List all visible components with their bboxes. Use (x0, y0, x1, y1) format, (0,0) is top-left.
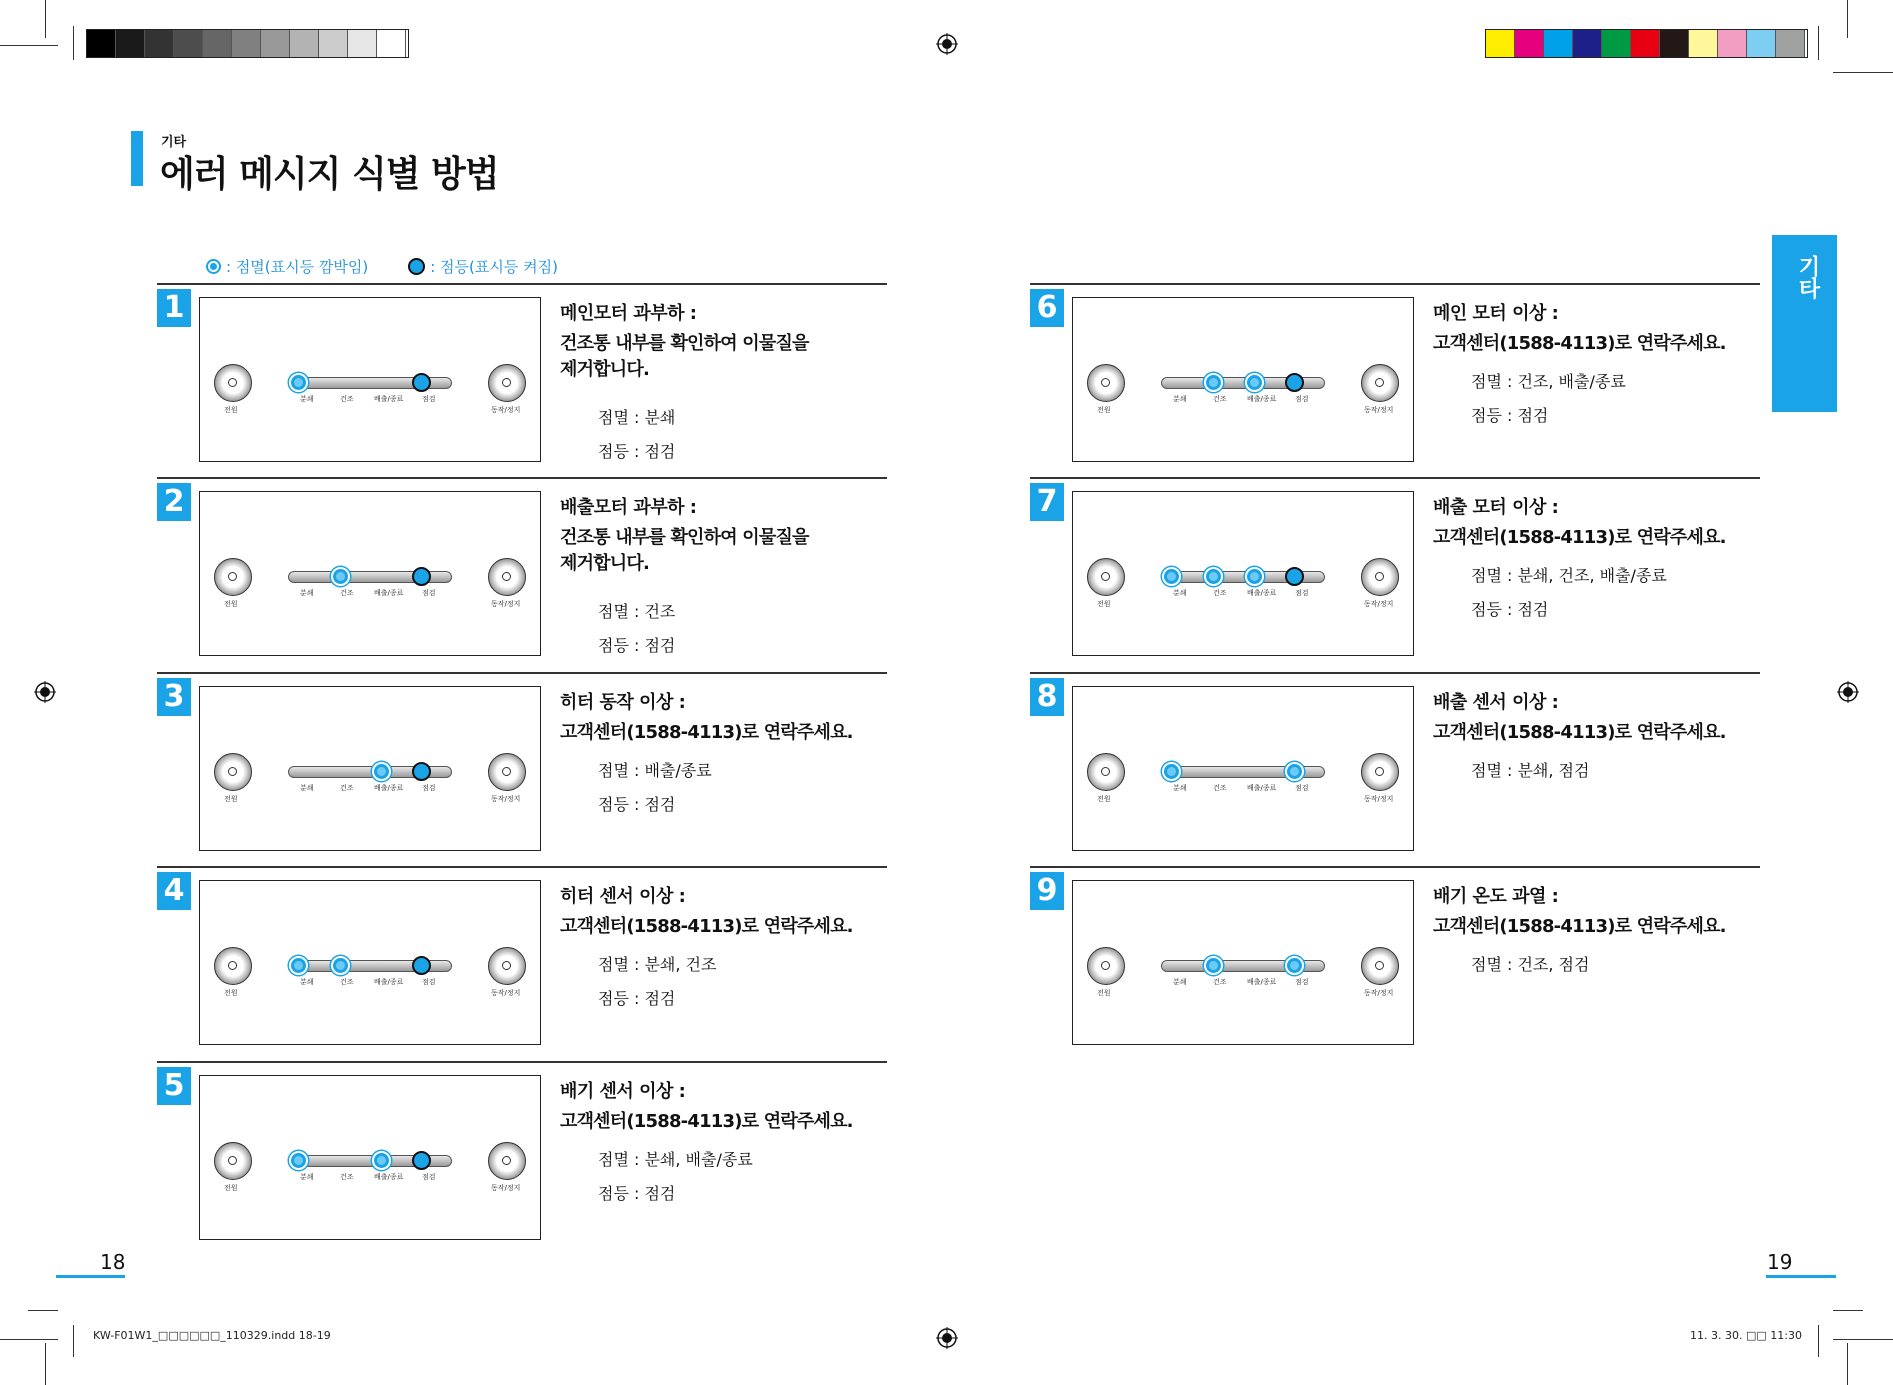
error-section (1030, 672, 1760, 860)
crop-mark (1818, 26, 1819, 60)
blink-status: 점멸 : 분쇄 (598, 408, 676, 427)
indicator-led-4 (1285, 956, 1304, 975)
crop-mark (45, 0, 46, 38)
on-status: 점등 : 점검 (598, 442, 676, 461)
blink-status: 점멸 : 분쇄, 배출/종료 (598, 1150, 753, 1169)
section-number: 9 (1030, 872, 1064, 910)
indicator-label: 배출/종료 (374, 784, 404, 792)
error-title: 메인모터 과부하 : (560, 303, 697, 324)
power-button-icon (1087, 558, 1125, 596)
on-status: 점등 : 점검 (598, 1184, 676, 1203)
indicator-led-2 (331, 956, 350, 975)
indicator-label: 건조 (340, 589, 354, 597)
error-section (1030, 866, 1760, 1054)
section-rule (157, 283, 887, 285)
registration-mark-icon (936, 1327, 958, 1349)
indicator-label: 점검 (1295, 784, 1309, 792)
error-title: 배기 온도 과열 : (1433, 886, 1559, 907)
indicator-label: 분쇄 (1173, 784, 1187, 792)
section-rule (1030, 477, 1760, 479)
power-label: 전원 (224, 989, 238, 997)
indicator-label: 점검 (1295, 978, 1309, 986)
error-title: 배출모터 과부하 : (560, 497, 697, 518)
power-label: 전원 (1097, 989, 1111, 997)
side-tab-label: 기타 (1795, 255, 1820, 299)
error-title: 메인 모터 이상 : (1433, 303, 1559, 324)
section-rule (1030, 672, 1760, 674)
indicator-label: 분쇄 (1173, 395, 1187, 403)
blink-status: 점멸 : 건조, 점검 (1471, 955, 1590, 974)
indicator-label: 배출/종료 (1247, 978, 1277, 986)
on-status: 점등 : 점검 (598, 636, 676, 655)
power-button-icon (214, 558, 252, 596)
indicator-led-4 (412, 956, 431, 975)
section-number: 7 (1030, 483, 1064, 521)
indicator-label: 건조 (1213, 395, 1227, 403)
indicator-label: 점검 (422, 395, 436, 403)
error-action: 건조통 내부를 확인하여 이물질을 제거합니다. (560, 333, 809, 380)
indicator-label: 배출/종료 (374, 1173, 404, 1181)
indicator-label: 건조 (340, 784, 354, 792)
control-panel-illustration (1072, 491, 1414, 656)
indicator-label: 점검 (422, 978, 436, 986)
error-action: 고객센터(1588-4113)로 연락주세요. (560, 1111, 853, 1132)
error-title: 히터 동작 이상 : (560, 692, 686, 713)
indicator-label: 배출/종료 (374, 978, 404, 986)
indicator-led-4 (1285, 567, 1304, 586)
indicator-label: 분쇄 (1173, 589, 1187, 597)
registration-mark-icon (1837, 681, 1859, 703)
indicator-led-4 (412, 762, 431, 781)
start-stop-label: 동작/정지 (491, 600, 521, 608)
registration-mark-icon (34, 681, 56, 703)
indicator-led-1 (289, 373, 308, 392)
indicator-label: 건조 (340, 978, 354, 986)
error-action: 고객센터(1588-4113)로 연락주세요. (1433, 333, 1726, 354)
start-stop-label: 동작/정지 (491, 1184, 521, 1192)
control-panel-illustration (199, 297, 541, 462)
indicator-label: 배출/종료 (1247, 395, 1277, 403)
section-number: 2 (157, 483, 191, 521)
indicator-label: 건조 (340, 1173, 354, 1181)
start-stop-label: 동작/정지 (1364, 795, 1394, 803)
legend-on-label: : 점등(표시등 켜짐) (430, 258, 558, 276)
crop-mark (0, 1339, 58, 1340)
indicator-led-2 (1204, 956, 1223, 975)
power-label: 전원 (1097, 795, 1111, 803)
start-stop-button-icon (1361, 753, 1399, 791)
indicator-label: 점검 (422, 784, 436, 792)
indicator-led-4 (412, 373, 431, 392)
error-title: 배출 모터 이상 : (1433, 497, 1559, 518)
crop-mark (45, 1343, 46, 1385)
crop-mark (0, 45, 58, 46)
indicator-label: 건조 (340, 395, 354, 403)
indicator-label: 점검 (1295, 589, 1309, 597)
blink-status: 점멸 : 배출/종료 (598, 761, 712, 780)
start-stop-label: 동작/정지 (491, 406, 521, 414)
power-label: 전원 (224, 1184, 238, 1192)
start-stop-button-icon (488, 558, 526, 596)
crop-mark (1833, 1339, 1893, 1340)
indicator-led-4 (1285, 373, 1304, 392)
control-panel-illustration (199, 686, 541, 851)
page-number-rule (56, 1275, 125, 1278)
power-button-icon (214, 364, 252, 402)
start-stop-label: 동작/정지 (1364, 600, 1394, 608)
start-stop-label: 동작/정지 (1364, 406, 1394, 414)
indicator-label: 배출/종료 (1247, 589, 1277, 597)
legend-blink-label: : 점멸(표시등 깜박임) (226, 258, 369, 276)
section-number: 6 (1030, 289, 1064, 327)
section-rule (157, 672, 887, 674)
blink-status: 점멸 : 분쇄, 건조, 배출/종료 (1471, 566, 1667, 585)
blink-status: 점멸 : 건조 (598, 602, 676, 621)
indicator-led-4 (412, 567, 431, 586)
error-action: 건조통 내부를 확인하여 이물질을 제거합니다. (560, 527, 809, 574)
start-stop-label: 동작/정지 (491, 795, 521, 803)
power-label: 전원 (224, 600, 238, 608)
error-action: 고객센터(1588-4113)로 연락주세요. (560, 916, 853, 937)
legend (206, 256, 558, 277)
error-action: 고객센터(1588-4113)로 연락주세요. (1433, 916, 1726, 937)
power-button-icon (214, 947, 252, 985)
power-button-icon (214, 753, 252, 791)
indicator-label: 건조 (1213, 978, 1227, 986)
start-stop-button-icon (1361, 558, 1399, 596)
power-button-icon (1087, 753, 1125, 791)
indicator-label: 배출/종료 (1247, 784, 1277, 792)
error-action: 고객센터(1588-4113)로 연락주세요. (560, 722, 853, 743)
indicator-label: 배출/종료 (374, 589, 404, 597)
registration-mark-icon (936, 33, 958, 55)
error-section (157, 672, 887, 860)
power-label: 전원 (1097, 600, 1111, 608)
indicator-label: 점검 (422, 1173, 436, 1181)
power-label: 전원 (224, 406, 238, 414)
error-title: 배출 센서 이상 : (1433, 692, 1559, 713)
indicator-led-1 (289, 956, 308, 975)
error-section (157, 1061, 887, 1249)
error-action: 고객센터(1588-4113)로 연락주세요. (1433, 527, 1726, 548)
indicator-label: 분쇄 (300, 1173, 314, 1181)
section-number: 8 (1030, 678, 1064, 716)
footer-file-info: KW-F01W1_□□□□□□_110329.indd 18-19 (93, 1329, 331, 1342)
indicator-led-1 (1162, 567, 1181, 586)
control-panel-illustration (1072, 880, 1414, 1045)
grayscale-bar (86, 29, 409, 58)
indicator-led-4 (412, 1151, 431, 1170)
indicator-led-2 (1204, 373, 1223, 392)
error-section (1030, 477, 1760, 665)
crop-mark (1833, 1310, 1863, 1311)
crop-mark (1847, 1343, 1848, 1385)
start-stop-button-icon (488, 947, 526, 985)
power-button-icon (214, 1142, 252, 1180)
indicator-label: 배출/종료 (374, 395, 404, 403)
indicator-led-2 (1204, 567, 1223, 586)
start-stop-button-icon (488, 753, 526, 791)
indicator-label: 분쇄 (300, 978, 314, 986)
indicator-led-3 (1245, 373, 1264, 392)
page-title: 에러 메시지 식별 방법 (160, 154, 499, 195)
error-section (157, 866, 887, 1054)
indicator-label: 건조 (1213, 589, 1227, 597)
crop-mark (73, 26, 74, 60)
indicator-led-2 (331, 567, 350, 586)
start-stop-button-icon (488, 1142, 526, 1180)
on-status: 점등 : 점검 (1471, 600, 1549, 619)
crop-mark (73, 1325, 74, 1357)
section-rule (157, 866, 887, 868)
error-title: 히터 센서 이상 : (560, 886, 686, 907)
section-number: 1 (157, 289, 191, 327)
indicator-label: 건조 (1213, 784, 1227, 792)
error-section (1030, 283, 1760, 471)
indicator-label: 분쇄 (1173, 978, 1187, 986)
crop-mark (1833, 72, 1893, 73)
power-label: 전원 (224, 795, 238, 803)
indicator-led-3 (1245, 567, 1264, 586)
side-tab (1772, 235, 1837, 412)
color-bar (1485, 29, 1808, 58)
blink-status: 점멸 : 분쇄, 건조 (598, 955, 717, 974)
indicator-led-1 (289, 1151, 308, 1170)
start-stop-label: 동작/정지 (491, 989, 521, 997)
error-title: 배기 센서 이상 : (560, 1081, 686, 1102)
section-number: 5 (157, 1067, 191, 1105)
page-number-right: 19 (1767, 1250, 1793, 1274)
control-panel-illustration (1072, 686, 1414, 851)
control-panel-illustration (1072, 297, 1414, 462)
blink-status: 점멸 : 분쇄, 점검 (1471, 761, 1590, 780)
crop-mark (28, 1310, 58, 1311)
indicator-led-3 (372, 1151, 391, 1170)
blink-status: 점멸 : 건조, 배출/종료 (1471, 372, 1626, 391)
on-indicator-icon (408, 258, 425, 275)
section-rule (1030, 866, 1760, 868)
page-number-rule (1766, 1275, 1836, 1278)
start-stop-button-icon (1361, 947, 1399, 985)
on-status: 점등 : 점검 (598, 989, 676, 1008)
control-panel-illustration (199, 880, 541, 1045)
blink-indicator-icon (206, 259, 221, 274)
power-button-icon (1087, 947, 1125, 985)
error-section (157, 477, 887, 665)
footer-date: 11. 3. 30. □□ 11:30 (1690, 1329, 1802, 1342)
section-rule (1030, 283, 1760, 285)
header-accent-bar (131, 131, 143, 186)
indicator-label: 점검 (1295, 395, 1309, 403)
control-panel-illustration (199, 491, 541, 656)
start-stop-label: 동작/정지 (1364, 989, 1394, 997)
power-button-icon (1087, 364, 1125, 402)
indicator-label: 분쇄 (300, 589, 314, 597)
error-action: 고객센터(1588-4113)로 연락주세요. (1433, 722, 1726, 743)
section-rule (157, 477, 887, 479)
start-stop-button-icon (488, 364, 526, 402)
indicator-label: 분쇄 (300, 395, 314, 403)
section-number: 3 (157, 678, 191, 716)
indicator-led-4 (1285, 762, 1304, 781)
section-rule (157, 1061, 887, 1063)
crop-mark (1818, 1325, 1819, 1357)
indicator-led-1 (1162, 762, 1181, 781)
page-number-left: 18 (100, 1250, 126, 1274)
indicator-label: 분쇄 (300, 784, 314, 792)
crop-mark (1847, 0, 1848, 38)
section-category: 기타 (161, 135, 187, 150)
start-stop-button-icon (1361, 364, 1399, 402)
on-status: 점등 : 점검 (1471, 406, 1549, 425)
on-status: 점등 : 점검 (598, 795, 676, 814)
control-panel-illustration (199, 1075, 541, 1240)
error-section (157, 283, 887, 471)
indicator-label: 점검 (422, 589, 436, 597)
section-number: 4 (157, 872, 191, 910)
indicator-led-3 (372, 762, 391, 781)
power-label: 전원 (1097, 406, 1111, 414)
